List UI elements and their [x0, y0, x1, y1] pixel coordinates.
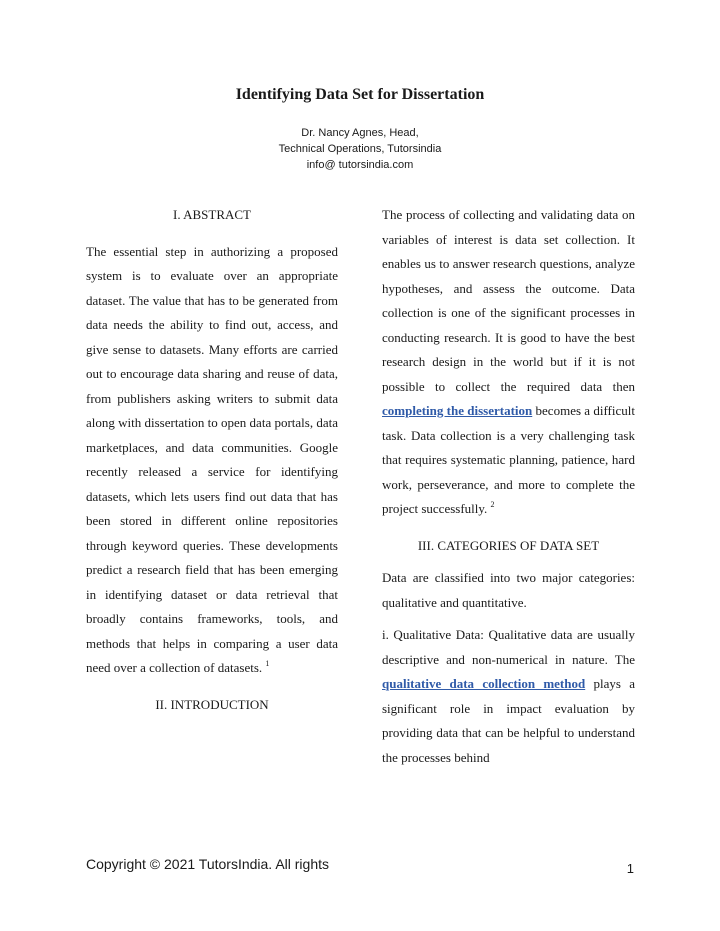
introduction-text-start: The process of collecting and validating data on variables of interest is data set collection. It enables us to answer research questions, analyze hypotheses, and assess the outcome. Data collection is one of the significant processes in conducting research. It is good to have the best research design in the world but if it is not possible to collect the required data then	[382, 207, 635, 394]
categories-heading: III. CATEGORIES OF DATA SET	[417, 537, 600, 553]
author-block	[0, 125, 720, 173]
author-name-line: Dr. Nancy Agnes, Head,	[301, 127, 419, 139]
qualitative-text-end: plays a significant role in impact evaluation by providing data that can be helpful to understand the processes behind	[382, 676, 635, 765]
left-column	[86, 203, 338, 717]
paper-title: Identifying Data Set for Dissertation	[235, 86, 485, 103]
introduction-paragraph	[382, 203, 635, 522]
abstract-footnote-ref: 1	[265, 659, 270, 668]
introduction-text-end: becomes a difficult task. Data collection is a very challenging task that requires systematic planning, patience, hard work, perseverance, and more to complete the project successfully.	[382, 403, 635, 516]
completing-dissertation-link[interactable]: completing the dissertation	[382, 403, 533, 418]
right-column	[382, 203, 635, 770]
page-number: 1	[626, 861, 634, 876]
author-affiliation-line: Technical Operations, Tutorsindia	[278, 143, 442, 155]
abstract-paragraph	[86, 240, 338, 681]
introduction-heading: II. INTRODUCTION	[155, 696, 269, 712]
footer-copyright: Copyright © 2021 TutorsIndia. All rights	[86, 856, 329, 872]
qualitative-text-start: i. Qualitative Data: Qualitative data are usually descriptive and non-numerical in nature. The	[382, 627, 635, 667]
qualitative-data-paragraph	[382, 623, 635, 770]
abstract-heading: I. ABSTRACT	[172, 207, 251, 222]
author-email-line: info@ tutorsindia.com	[306, 159, 414, 171]
abstract-text: The essential step in authorizing a proposed system is to evaluate over an appropriate dataset. The value that has to be generated from data needs the ability to find out, access, and give sense to datasets. Many efforts are carried out to encourage data sharing and reuse of data, from publishers asking writers to submit data along with dissertation to open data portals, data marketplaces, and data communities. Google recently released a service for identifying datasets, which lets users find out data that has been stored in different online repositories through keyword queries. These developments predict a research field that has been emerging in identifying dataset or data retrieval that broadly contains frameworks, tools, and methods that helps in comparing a user data need over a collection of datasets.	[86, 243, 338, 675]
introduction-footnote-ref: 2	[490, 500, 495, 509]
qualitative-data-collection-method-link[interactable]: qualitative data collection method	[382, 676, 586, 691]
categories-intro-paragraph: Data are classified into two major categories: qualitative and quantitative.	[382, 570, 635, 610]
